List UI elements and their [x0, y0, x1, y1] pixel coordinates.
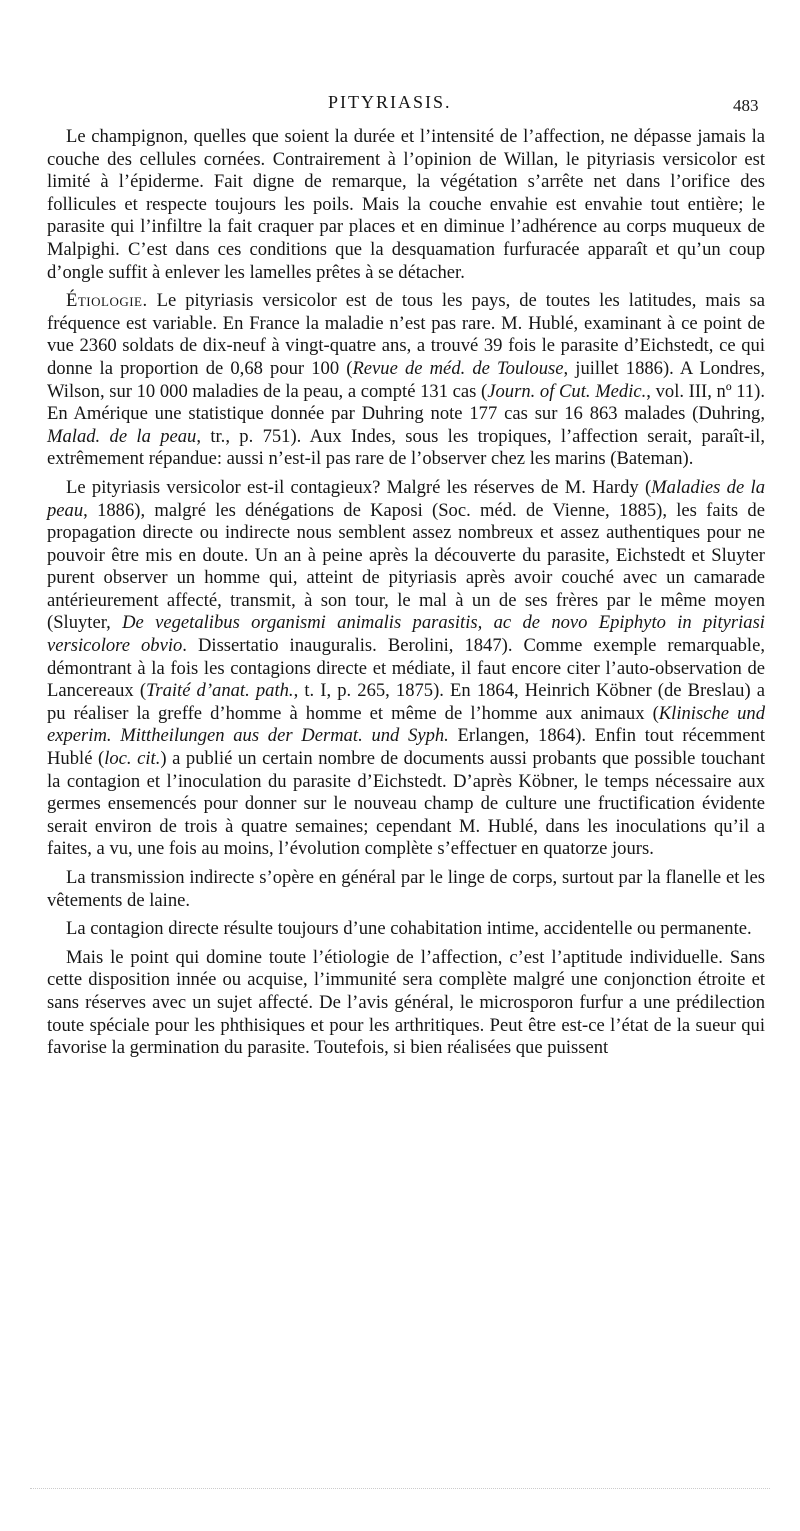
text-run: Le pityriasis versicolor est-il contagieux? Malgré les réserves de M. Hardy (	[66, 476, 652, 498]
page-header	[0, 92, 800, 122]
scan-specks	[30, 1488, 770, 1499]
running-title: PITYRIASIS.	[328, 92, 452, 112]
paragraph-3-contagion	[47, 477, 765, 861]
paragraph-5: La contagion directe résulte toujours d’une cohabitation intime, accidentelle ou permanente.	[66, 918, 752, 940]
text-run: Le pityriasis versicolor est de tous les pays, de toutes les latitudes, mais sa fréquence est variable. En France la maladie n’est pas rare. M. Hublé, examinant à ce point de vue 2360 soldats de dix-neuf à vingt-quatre ans, a trouvé 39 fois le parasite d’Eichstedt, ce qui donne la proportion de 0,68 pour 100 (	[47, 290, 765, 379]
text-run: Erlangen, 1864). Enfin tout récemment Hublé (	[47, 725, 765, 770]
citation: De vegetalibus organismi animalis parasitis, ac de novo Epiphyto in pityriasi versicolore obvio	[47, 612, 765, 657]
body-text	[47, 126, 765, 1066]
paragraph-2-etiologie	[47, 290, 765, 471]
text-run: ) a publié un certain nombre de documents aussi probants que possible touchant la contagion et l’inoculation du parasite d’Eichstedt. D’après Köbner, le temps nécessaire aux germes ensemencés pour donner sur le nouveau champ de culture une fructification évidente serait environ de trois à quatre semaines; cependant M. Hublé, dans les inoculations qu’il a faites, a vu, une fois au moins, l’évolution complète s’effectuer en quatorze jours.	[47, 748, 765, 860]
citation: Malad. de la peau	[47, 425, 197, 447]
paragraph-1: Le champignon, quelles que soient la durée et l’intensité de l’affection, ne dépasse jamais la couche des cellules cornées. Contrairement à l’opinion de Willan, le pityriasis versicolor est limité à l’épiderme. Fait digne de remarque, la végétation s’arrête net dans l’orifice des follicules et respecte toujours les poils. Mais la couche envahie est envahie tout entière; le parasite qui l’infiltre la fait craquer par places et en diminue l’adhérence au corps muqueux de Malpighi. C’est dans ces conditions que la desquamation furfuracée apparaît et qu’un coup d’ongle suffit à enlever les lamelles prêtes à se détacher.	[47, 126, 765, 283]
section-heading-etiologie: Étiologie.	[66, 290, 148, 312]
citation: Traité d’anat. path.	[146, 680, 294, 702]
text-run: , tr., p. 751). Aux Indes, sous les tropiques, l’affection serait, paraît-il, extrêmement répandue: aussi n’est-il pas rare de l’observer chez les marins (Bateman).	[47, 425, 765, 470]
text-run: , juillet 1886). A Londres, Wilson, sur 10 000 maladies de la peau, a compté 131 cas (	[47, 357, 766, 402]
page-number: 483	[733, 96, 759, 115]
text-run: , vol. III, nº 11). En Amérique une statistique donnée par Duhring note 177 cas sur 16 863 malades (Duhring,	[47, 380, 765, 425]
citation: loc. cit.	[104, 748, 161, 770]
paragraph-4: La transmission indirecte s’opère en général par le linge de corps, surtout par la flanelle et les vêtements de laine.	[47, 867, 765, 911]
text-run: , 1886), malgré les dénégations de Kaposi (Soc. méd. de Vienne, 1885), les faits de propagation directe ou indirecte nous semblent assez nombreux et assez authentiques pour ne pouvoir être mis en doute. Un an à peine après la découverte du parasite, Eichstedt et Sluyter purent observer un homme qui, atteint de pityriasis après avoir couché avec un camarade antérieurement affecté, transmit, à son tour, le mal à un de ses frères par le même moyen (Sluyter,	[47, 499, 765, 634]
citation: Klinische und experim. Mittheilungen aus der Dermat. und Syph.	[47, 702, 765, 747]
paragraph-6: Mais le point qui domine toute l’étiologie de l’affection, c’est l’aptitude individuelle. Sans cette disposition innée ou acquise, l’immunité sera complète malgré une conjonction étroite et sans réserves avec un sujet affecté. De l’avis général, le microsporon furfur a une prédilection toute spéciale pour les phthisiques et pour les arthritiques. Peut être est-ce l’état de la sueur qui favorise la germination du parasite. Toutefois, si bien réalisées que puissent	[47, 946, 765, 1059]
citation: Journ. of Cut. Medic.	[487, 380, 647, 402]
text-run: . Dissertatio inauguralis. Berolini, 1847). Comme exemple remarquable, démontrant à la fois les contagions directe et médiate, il faut encore citer l’auto-observation de Lancereaux (	[47, 635, 765, 702]
citation: Revue de méd. de Toulouse	[352, 357, 564, 379]
citation: Maladies de la peau	[47, 476, 765, 521]
text-run: , t. I, p. 265, 1875). En 1864, Heinrich Köbner (de Breslau) a pu réaliser la greffe d’homme à homme et même de l’homme aux animaux (	[47, 680, 766, 724]
